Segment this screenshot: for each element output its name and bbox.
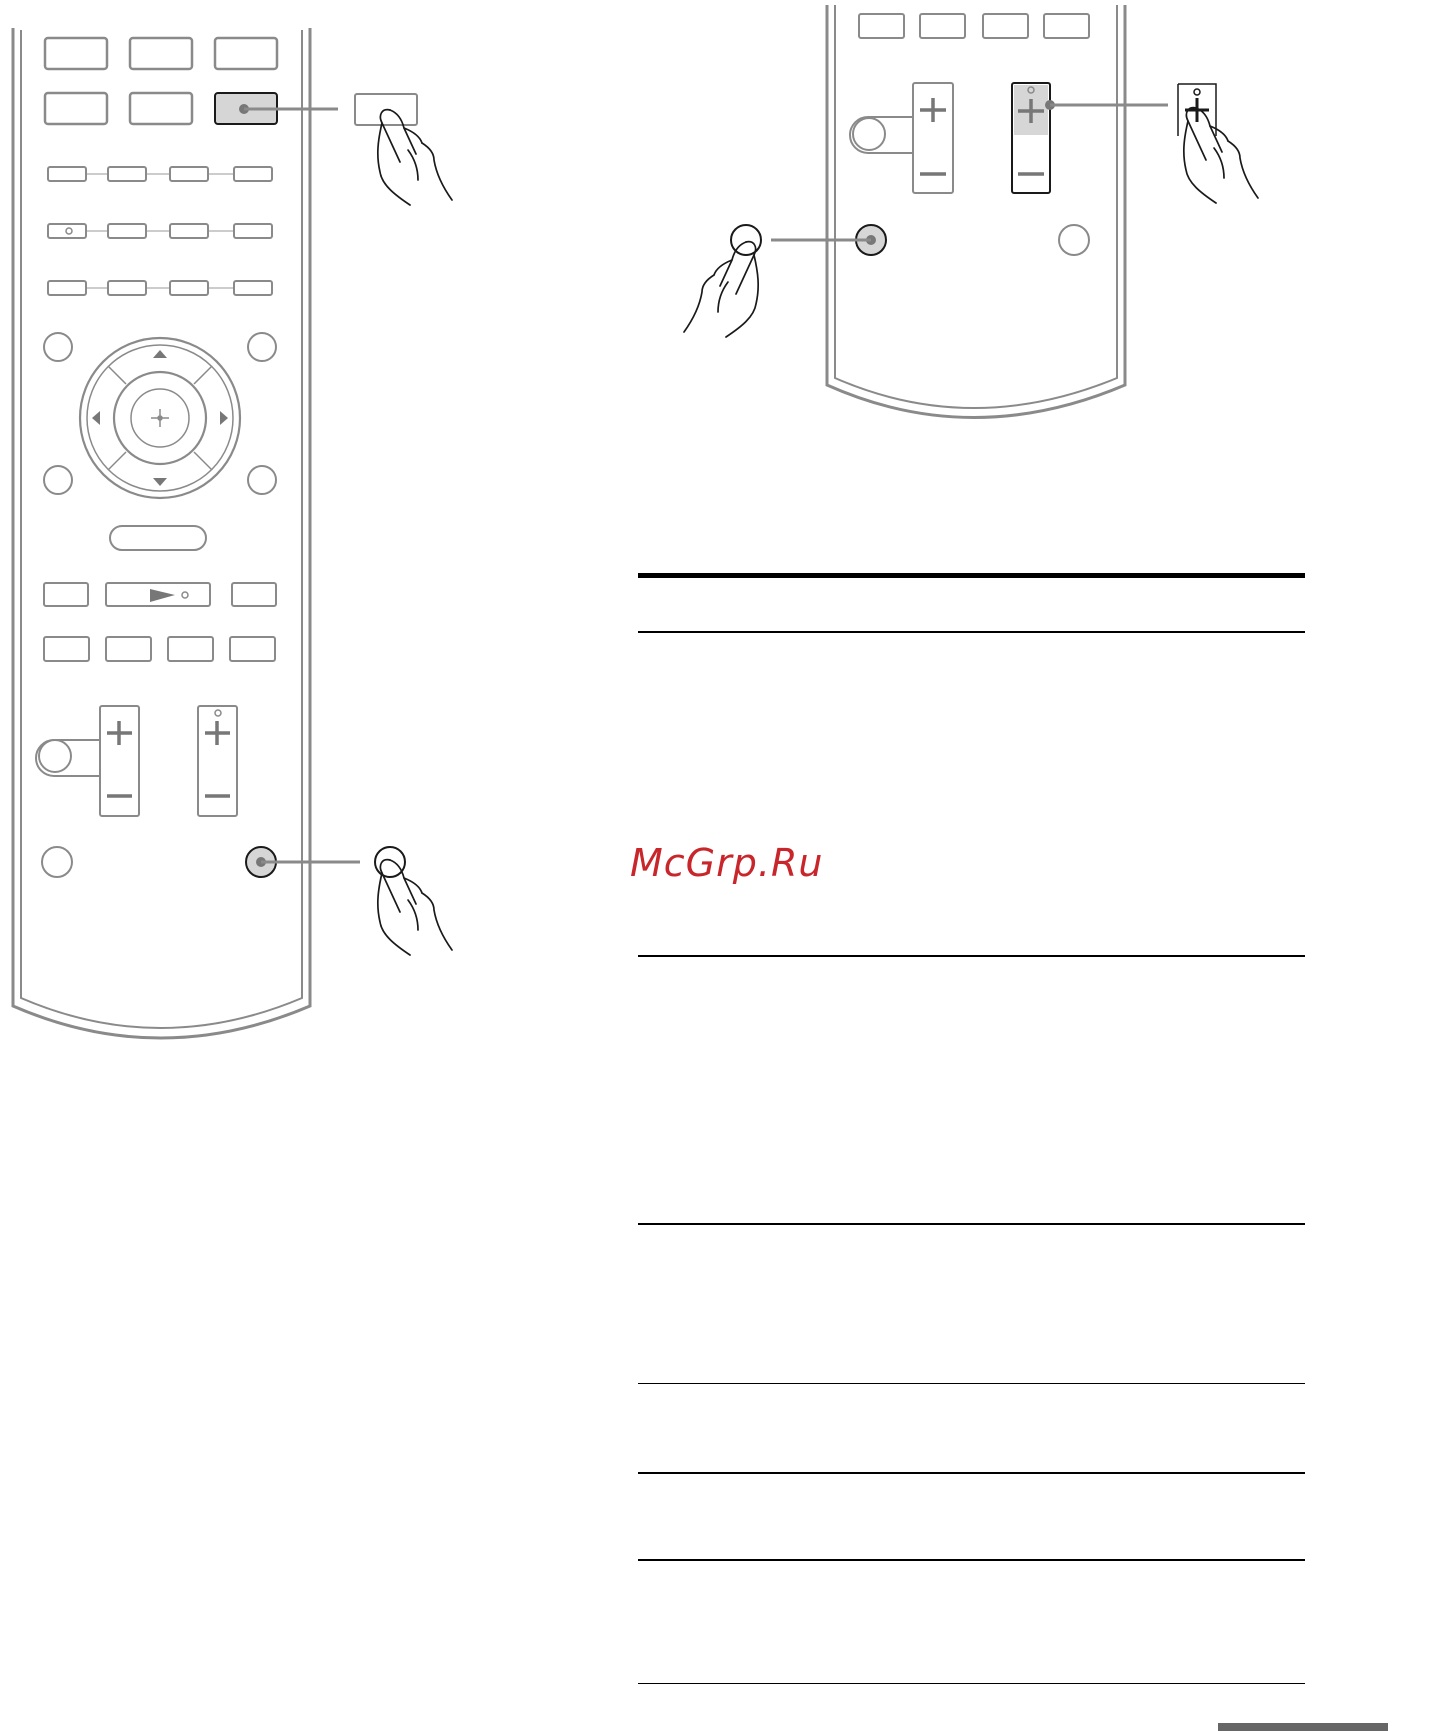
section-rule	[638, 1683, 1305, 1684]
callout-button-bottom	[375, 847, 405, 877]
button-row-four	[44, 637, 275, 661]
section-rule	[638, 1223, 1305, 1225]
page-tab	[1218, 1723, 1388, 1731]
watermark-text: McGrp.Ru	[630, 841, 824, 885]
section-rule	[638, 955, 1305, 957]
volume-rocker-left	[36, 706, 139, 816]
pill-button	[110, 526, 206, 550]
dpad-center-mark	[151, 409, 169, 427]
hand-pointer-icon	[1184, 108, 1258, 203]
section-rule	[638, 631, 1305, 633]
callout-line-channel	[1045, 100, 1168, 110]
volume-rocker-right	[850, 83, 953, 193]
round-button-bottom-left	[42, 847, 72, 877]
top-buttons-right	[859, 14, 1089, 38]
section-rule	[638, 1383, 1305, 1384]
remote-body-right	[827, 5, 1125, 418]
section-rule-thick	[638, 573, 1305, 578]
round-button-right	[1059, 225, 1089, 255]
small-button-rows	[48, 167, 272, 295]
highlighted-button-top	[215, 93, 338, 124]
section-rule	[638, 1559, 1305, 1561]
section-rule	[638, 1472, 1305, 1474]
